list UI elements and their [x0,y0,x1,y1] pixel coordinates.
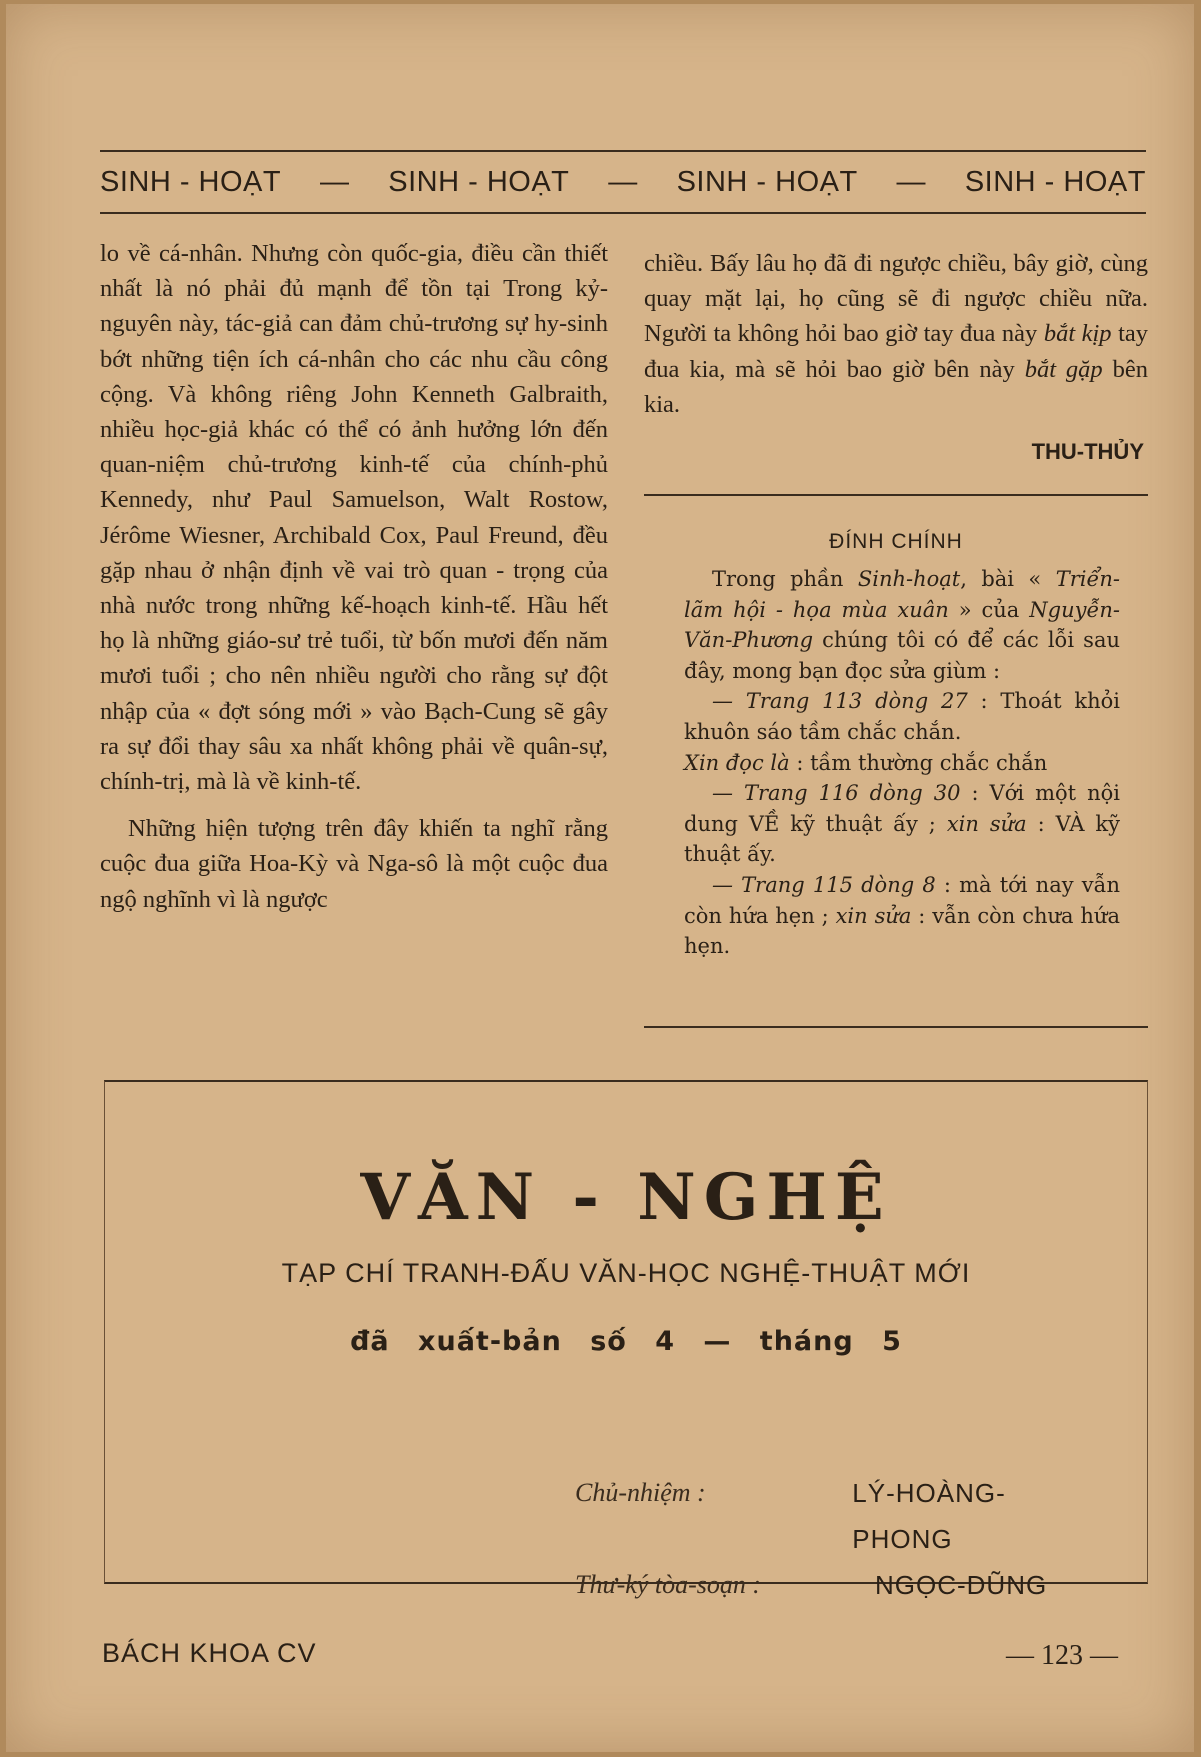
text-run: tay đua kia, mà sẽ hỏi bao giờ bên này [644,320,1148,383]
staff-row [575,1562,1095,1608]
emphasis: xin sửa [946,811,1027,836]
errata-reference: — Trang 116 dòng 30 [712,781,961,806]
article-paragraph [644,246,1148,422]
emphasis: Nguyễn-Văn-Phương [684,597,1120,653]
article-paragraph: lo về cá-nhân. Nhưng còn quốc-gia, điều cần thiết nhất là nó phải đủ mạnh để tồn tại Trong kỷ-nguyên này, tác-giả can đảm chủ-trương sự hy-sinh bớt những tiện ích cá-nhân cho các nhu cầu công cộng. Và không riêng John Kenneth Galbraith, nhiều học-giả khác có thể có ảnh hưởng lớn đến quan-niệm chủ-trương kinh-tế của chính-phủ Kennedy, như Paul Samuelson, Walt Rostow, Jérôme Wiesner, Archibald Cox, Paul Freund, đều gặp nhau ở nhận định về vai trò quan - trọng của nhà nước trong những kế-hoạch kinh-tế. Hầu hết họ là những giáo-sư trẻ tuổi, từ bốn mươi đến năm mươi tuổi ; cho nên nhiều người cho rằng sự đột nhập của « đợt sóng mới » vào Bạch-Cung sẽ gây ra sự đổi thay sâu xa nhất không phải về quân-sự, chính-trị, mà là về kinh-tế. [100,240,608,796]
emphasis: Sinh-hoạt [857,567,961,591]
running-head-dash: — [608,165,638,198]
errata-title: ĐÍNH CHÍNH [829,530,963,553]
running-head-item: SINH - HOẠT [100,165,282,198]
errata-item [684,686,1120,747]
errata-body [684,564,1120,962]
publication-name: BÁCH KHOA CV [102,1638,317,1668]
article-right-column [644,246,1148,469]
advertisement-box [104,1080,1148,1600]
emphasis: bắt gặp [1024,355,1103,383]
text-run: Trong phần [712,567,858,591]
ad-staff [575,1470,1095,1608]
text-run: : Thoát khỏi khuôn sáo tầm chắc chắn. [684,689,1120,744]
text-run: : mà tới nay vẫn còn hứa hẹn ; [684,872,1121,928]
author-signature: THU-THỦY [1031,439,1144,465]
text-run: : Với một nội dung VỀ kỹ thuật ấy ; [684,781,1120,836]
running-head-dash: — [896,165,927,198]
text-run: : vẫn còn chưa hứa hẹn. [684,903,1120,959]
staff-role: Thư-ký tòa-soạn : [575,1570,762,1599]
running-head [100,150,1146,214]
staff-name: LÝ-HOÀNG-PHONG [852,1478,1006,1554]
ad-subtitle: TẠP CHÍ TRANH-ĐẤU VĂN-HỌC NGHỆ-THUẬT MỚI [281,1258,971,1288]
ad-issue-note: đã xuất-bản số 4 — tháng 5 [350,1326,902,1357]
running-head-item: SINH - HOẠT [388,165,570,198]
errata-intro [684,564,1120,686]
magazine-page [6,4,1194,1752]
errata-reference: — Trang 113 dòng 27 [712,689,968,714]
running-head-dash: — [319,165,350,198]
text-run: , bài « [960,567,1056,591]
ad-title: VĂN - NGHỆ [360,1160,892,1235]
running-head-item: SINH - HOẠT [964,165,1146,198]
errata-box [644,494,1148,1028]
emphasis: Triển-lãm hội - họa mùa xuân [684,567,1120,622]
article-paragraph: Những hiện tượng trên đây khiến ta nghĩ rằng cuộc đua giữa Hoa-Kỳ và Nga-sô là một cuộc đua ngộ nghĩnh vì là ngược [100,815,608,913]
text-run: : tầm thường chắc chắn [789,750,1048,775]
emphasis: Xin đọc là [684,750,790,775]
staff-row [575,1470,1095,1562]
text-run: bên kia. [644,355,1149,418]
emphasis: xin sửa [835,903,912,928]
errata-correction [684,748,1120,779]
emphasis: bắt kịp [1043,320,1112,348]
errata-item [684,778,1120,870]
text-run: chúng tôi có để các lỗi sau đây, mong bạn đọc sửa giùm : [684,628,1120,683]
staff-role: Chủ-nhiệm : [575,1478,706,1507]
staff-name: NGỌC-DŨNG [875,1570,1048,1600]
errata-reference: — Trang 115 dòng 8 [712,872,936,897]
running-head-item: SINH - HOẠT [676,165,858,198]
text-run: chiều. Bấy lâu họ đã đi ngược chiều, bây giờ, cùng quay mặt lại, họ cũng sẽ đi ngược chiều nữa. Người ta không hỏi bao giờ tay đua này [644,250,1148,348]
text-run: : VÀ kỹ thuật ấy. [684,811,1120,867]
page-number: — 123 — [1006,1640,1118,1671]
errata-item [684,870,1120,962]
article-left-column [100,236,608,917]
text-run: » của [948,597,1030,622]
